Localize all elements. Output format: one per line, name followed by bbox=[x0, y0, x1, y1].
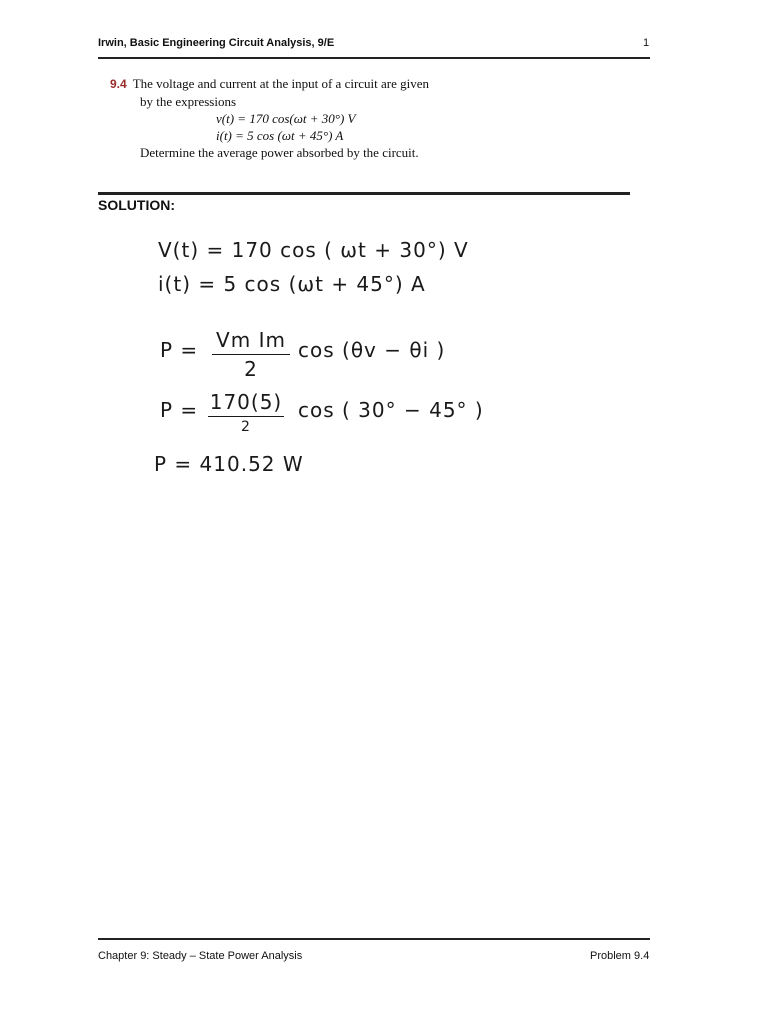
power-values-lhs: P = bbox=[160, 398, 199, 422]
equation-voltage: v(t) = 170 cos(ωt + 30°) V bbox=[216, 111, 356, 126]
header-rule bbox=[98, 57, 650, 59]
power-formula-fraction bbox=[212, 328, 290, 381]
solution-label: SOLUTION: bbox=[98, 197, 175, 213]
problem-text-3: Determine the average power absorbed by the circuit. bbox=[140, 145, 419, 160]
solution-rule bbox=[98, 192, 630, 195]
problem-text-2: by the expressions bbox=[140, 94, 237, 109]
power-formula-denominator: 2 bbox=[244, 357, 258, 382]
equation-current: i(t) = 5 cos (ωt + 45°) A bbox=[216, 128, 344, 143]
header-title: Irwin, Basic Engineering Circuit Analysis, 9/E bbox=[98, 37, 335, 49]
power-values-numerator: 170(5) bbox=[209, 390, 283, 414]
footer-chapter: Chapter 9: Steady – State Power Analysis bbox=[98, 950, 303, 962]
page-number: 1 bbox=[643, 37, 650, 49]
solution-line-current: i(t) = 5 cos (ωt + 45°) A bbox=[158, 272, 426, 296]
power-values-denominator: 2 bbox=[241, 419, 251, 436]
solution-line-voltage: V(t) = 170 cos ( ωt + 30°) V bbox=[158, 238, 469, 262]
power-values-fraction bbox=[208, 390, 284, 435]
power-formula-cos: cos (θv − θi ) bbox=[298, 338, 446, 362]
fraction-bar bbox=[212, 354, 290, 355]
problem-line-1 bbox=[110, 75, 630, 93]
power-formula-lhs: P = bbox=[160, 338, 199, 362]
footer-rule bbox=[98, 938, 650, 940]
power-result: P = 410.52 W bbox=[154, 452, 304, 476]
power-formula-numerator: Vm Im bbox=[216, 328, 286, 352]
power-values-cos: cos ( 30° − 45° ) bbox=[298, 398, 484, 422]
fraction-bar bbox=[208, 416, 284, 417]
problem-statement bbox=[110, 75, 630, 161]
problem-number: 9.4 bbox=[110, 77, 127, 91]
problem-text-1: The voltage and current at the input of a circuit are given bbox=[132, 76, 430, 91]
footer-problem-label: Problem 9.4 bbox=[590, 950, 650, 962]
